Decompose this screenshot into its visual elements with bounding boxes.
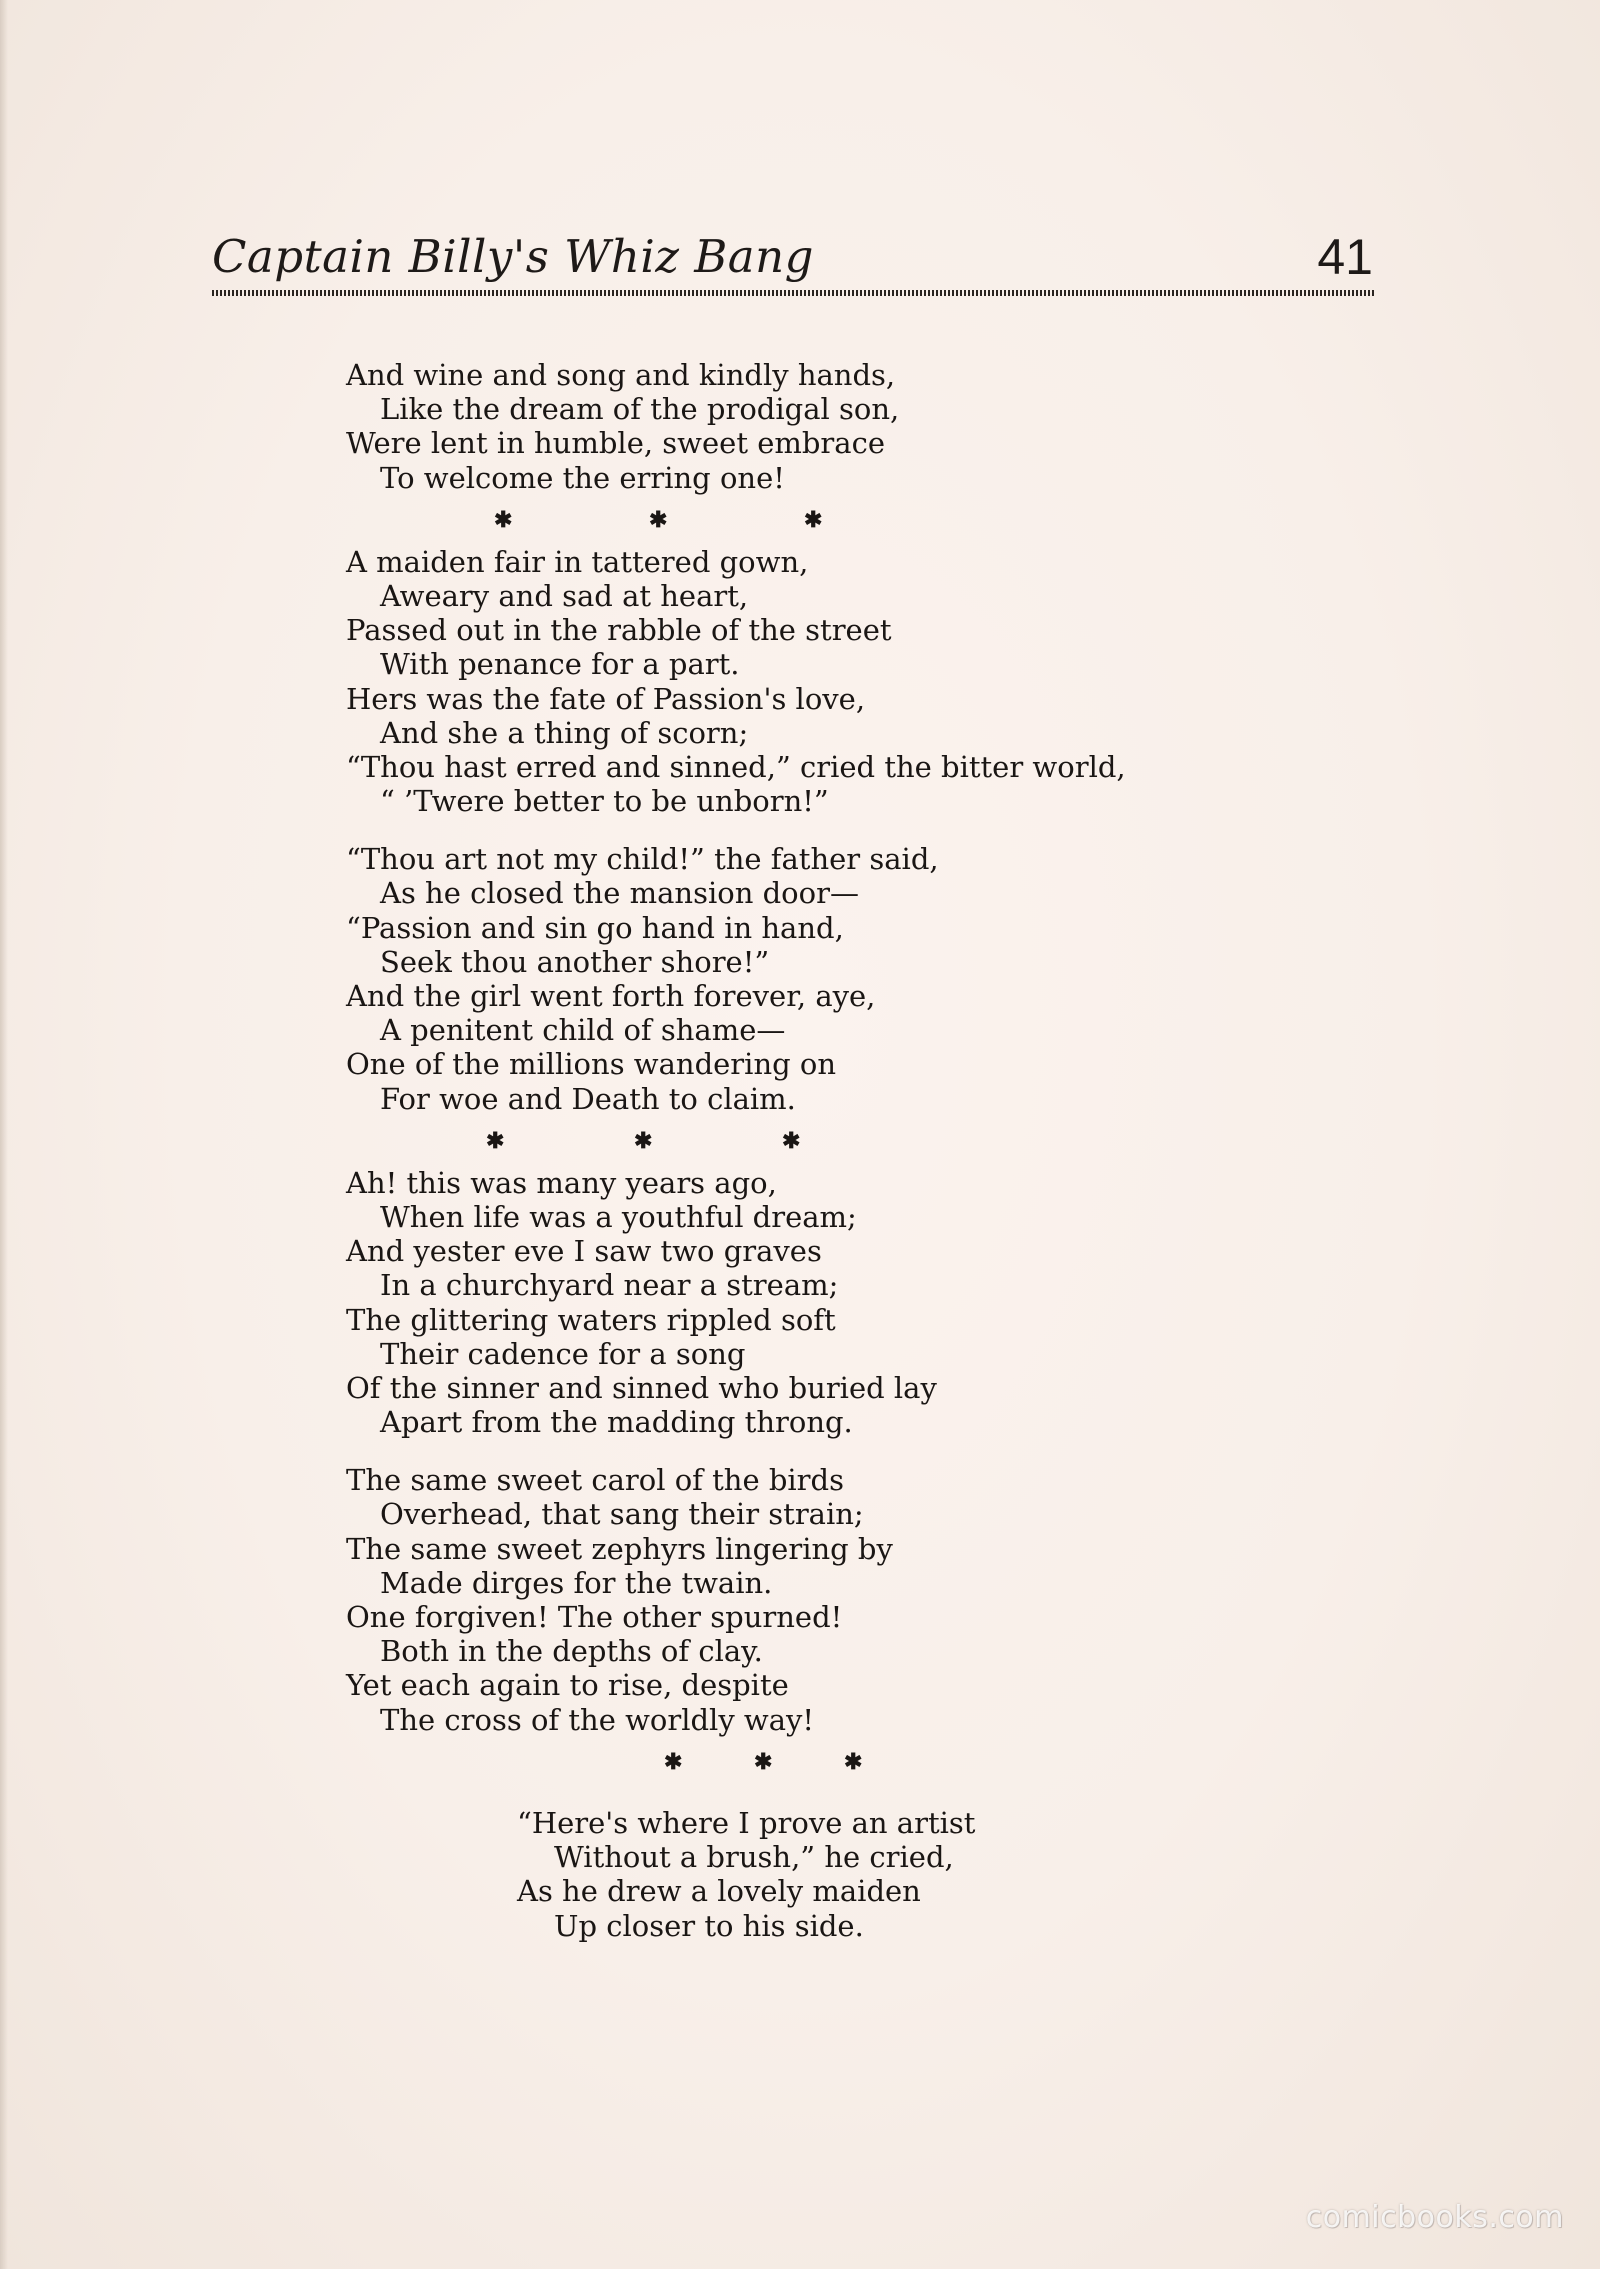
section-separator bbox=[346, 1116, 1286, 1166]
poem-line: Hers was the fate of Passion's love, bbox=[346, 681, 866, 716]
separator-star: ✱ bbox=[782, 1127, 801, 1154]
stanza-5 bbox=[346, 1463, 1286, 1737]
poem-line: And wine and song and kindly hands, bbox=[346, 358, 896, 392]
separator-star: ✱ bbox=[754, 1748, 773, 1775]
joke-line: “Here's where I prove an artist bbox=[517, 1806, 976, 1840]
joke-line: As he drew a lovely maiden bbox=[517, 1874, 921, 1909]
poem bbox=[346, 358, 1286, 1787]
separator-star: ✱ bbox=[486, 1127, 505, 1154]
poem-line: A maiden fair in tattered gown, bbox=[346, 544, 809, 579]
poem-line: With penance for a part. bbox=[380, 647, 740, 682]
stanza-4 bbox=[346, 1166, 1286, 1440]
poem-line: Aweary and sad at heart, bbox=[380, 578, 749, 613]
poem-line: When life was a youthful dream; bbox=[380, 1199, 857, 1234]
poem-line: One forgiven! The other spurned! bbox=[346, 1600, 843, 1634]
stanza-2 bbox=[346, 545, 1286, 819]
poem-line: The same sweet zephyrs lingering by bbox=[346, 1531, 893, 1566]
separator-star: ✱ bbox=[494, 506, 513, 533]
header-rule bbox=[212, 290, 1375, 296]
poem-line: Passed out in the rabble of the street bbox=[346, 613, 892, 648]
poem-line: The cross of the worldly way! bbox=[380, 1702, 815, 1737]
separator-star: ✱ bbox=[649, 506, 668, 533]
poem-line: Seek thou another shore!” bbox=[380, 944, 770, 979]
joke-verse bbox=[517, 1806, 975, 1943]
separator-star: ✱ bbox=[844, 1748, 863, 1775]
poem-line: Ah! this was many years ago, bbox=[346, 1165, 777, 1200]
poem-line: For woe and Death to claim. bbox=[380, 1081, 796, 1116]
poem-line: “ ’Twere better to be unborn!” bbox=[380, 784, 829, 819]
poem-line: As he closed the mansion door— bbox=[380, 876, 859, 911]
separator-star: ✱ bbox=[664, 1748, 683, 1775]
watermark: comicbooks.com bbox=[1305, 2200, 1564, 2235]
poem-line: In a churchyard near a stream; bbox=[380, 1268, 839, 1303]
stanza-3 bbox=[346, 842, 1286, 1116]
joke-line: Without a brush,” he cried, bbox=[554, 1840, 954, 1875]
poem-line: To welcome the erring one! bbox=[380, 460, 785, 495]
poem-line: And she a thing of scorn; bbox=[380, 715, 749, 750]
poem-line: “Thou hast erred and sinned,” cried the bitter world, bbox=[346, 749, 1126, 784]
section-separator bbox=[346, 1737, 1286, 1787]
poem-line: Overhead, that sang their strain; bbox=[380, 1497, 864, 1532]
poem-line: And yester eve I saw two graves bbox=[346, 1234, 822, 1269]
poem-line: A penitent child of shame— bbox=[380, 1013, 786, 1048]
separator-star: ✱ bbox=[634, 1127, 653, 1154]
joke-line: Up closer to his side. bbox=[554, 1908, 864, 1943]
poem-line: One of the millions wandering on bbox=[346, 1047, 837, 1082]
poem-line: The same sweet carol of the birds bbox=[346, 1463, 844, 1498]
page-number: 41 bbox=[1317, 229, 1373, 285]
poem-line: Like the dream of the prodigal son, bbox=[380, 392, 900, 427]
poem-line: And the girl went forth forever, aye, bbox=[346, 979, 876, 1013]
poem-line: Yet each again to rise, despite bbox=[346, 1668, 789, 1703]
stanza-1 bbox=[346, 358, 1286, 495]
poem-line: Were lent in humble, sweet embrace bbox=[346, 426, 885, 461]
stanza-gap bbox=[346, 1439, 1286, 1463]
poem-line: Made dirges for the twain. bbox=[380, 1565, 773, 1600]
poem-line: “Thou art not my child!” the father said, bbox=[346, 842, 939, 877]
magazine-title: Captain Billy's Whiz Bang bbox=[212, 230, 814, 283]
poem-line: “Passion and sin go hand in hand, bbox=[346, 910, 844, 945]
poem-line: The glittering waters rippled soft bbox=[346, 1302, 836, 1337]
stanza-gap bbox=[346, 818, 1286, 842]
section-separator bbox=[346, 495, 1286, 545]
poem-line: Both in the depths of clay. bbox=[380, 1634, 763, 1669]
separator-star: ✱ bbox=[804, 506, 823, 533]
poem-line: Their cadence for a song bbox=[380, 1336, 746, 1371]
poem-line: Apart from the madding throng. bbox=[380, 1405, 853, 1440]
running-head bbox=[212, 228, 1375, 288]
page-edge-shadow bbox=[0, 0, 8, 2269]
poem-line: Of the sinner and sinned who buried lay bbox=[346, 1370, 937, 1405]
